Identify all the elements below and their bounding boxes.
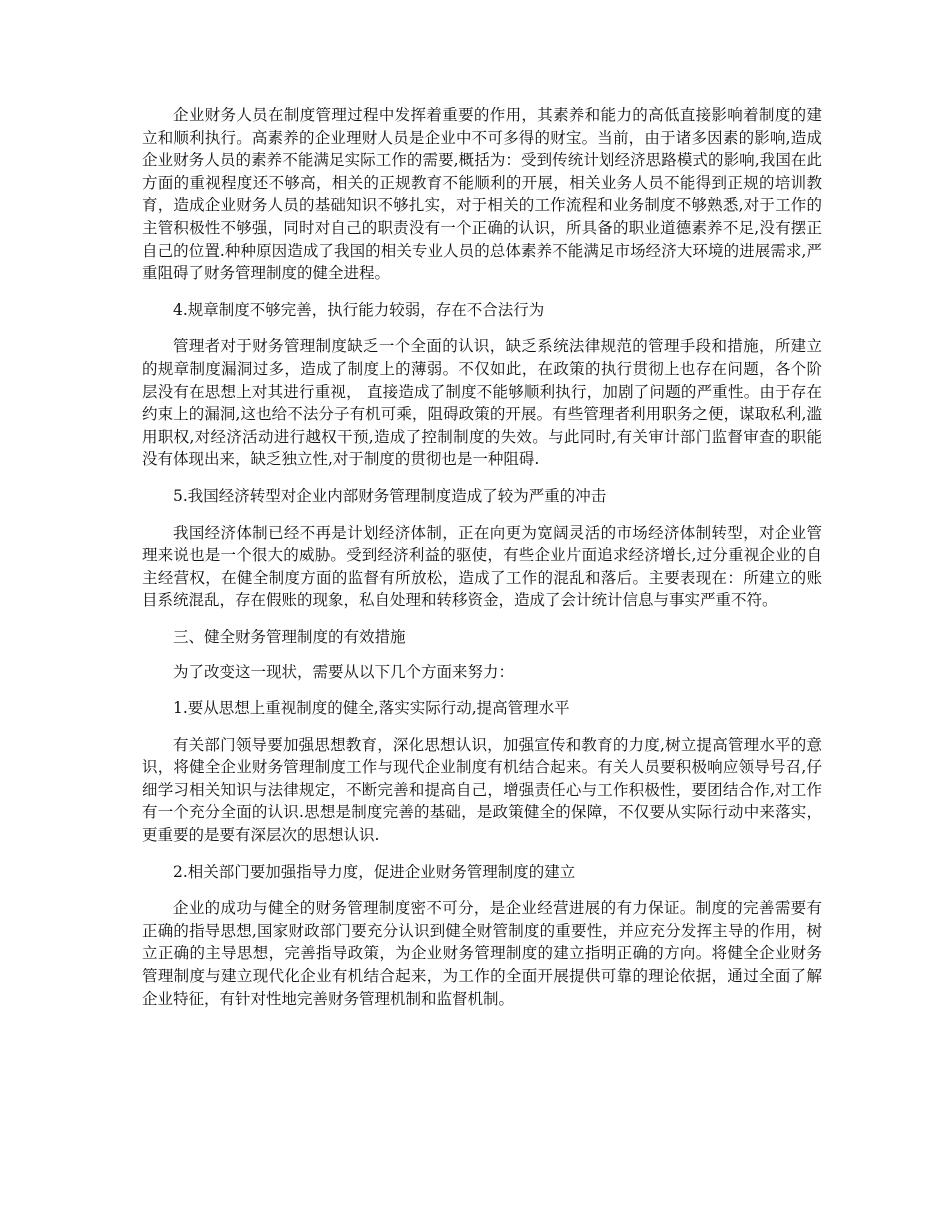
paragraph-ideology: 有关部门领导要加强思想教育，深化思想认识，加强宣传和教育的力度,树立提高管理水平的意识，将健全企业财务管理制度工作与现代企业制度有机结合起来。有关人员要积极响应领导号召,仔细学习相关知识与法律规定，不断完善和提高自己，增强责任心与工作积极性，要团结合作,对工作有一个充分全面的认识.思想是制度完善的基础，是政策健全的保障，不仅要从实际行动中来落实，更重要的是要有深层次的思想认识. <box>142 735 822 845</box>
intro-sentence: 为了改变这一现状，需要从以下几个方面来努力： <box>173 663 515 682</box>
heading-item-5: 5.我国经济转型对企业内部财务管理制度造成了较为严重的冲击 <box>173 486 607 505</box>
section-heading-3: 三、健全财务管理制度的有效措施 <box>173 627 406 646</box>
paragraph-economic-transition: 我国经济体制已经不再是计划经济体制，正在向更为宽阔灵活的市场经济体制转型，对企业管理来说也是一个很大的威胁。受到经济利益的驱使，有些企业片面追求经济增长,过分重视企业的自主经营权，在健全制度方面的监督有所放松，造成了工作的混乱和落后。主要表现在：所建立的账目系统混乱，存在假账的现象，私自处理和转移资金，造成了会计统计信息与事实严重不符。 <box>142 523 822 610</box>
document-page <box>142 104 822 1010</box>
heading-measure-2: 2.相关部门要加强指导力度，促进企业财务管理制度的建立 <box>173 862 576 881</box>
paragraph-guidance: 企业的成功与健全的财务管理制度密不可分，是企业经营进展的有力保证。制度的完善需要有正确的指导思想,国家财政部门要充分认识到健全财管制度的重要性，并应充分发挥主导的作用，树立正确的主导思想，完善指导政策，为企业财务管理制度的建立指明正确的方向。将健全企业财务管理制度与建立现代化企业有机结合起来，为工作的全面开展提供可靠的理论依据，通过全面了解企业特征，有针对性地完善财务管理机制和监督机制。 <box>142 899 822 1008</box>
paragraph-regulations: 管理者对于财务管理制度缺乏一个全面的认识，缺乏系统法律规范的管理手段和措施，所建立的规章制度漏洞过多，造成了制度上的薄弱。不仅如此，在政策的执行贯彻上也存在问题，各个阶层没有在思想上对其进行重视， 直接造成了制度不能够顺利执行，加剧了问题的严重性。由于存在约束上的漏洞,这也给不法分子有机可乘，阻碍政策的开展。有些管理者利用职务之便，谋取私利,滥用职权,对经济活动进行越权干预,造成了控制制度的失效。与此同时,有关审计部门监督审查的职能没有体现出来，缺乏独立性,对于制度的贯彻也是一种阻碍. <box>142 337 822 469</box>
heading-measure-1: 1.要从思想上重视制度的健全,落实实际行动,提高管理水平 <box>173 699 570 718</box>
paragraph-staff-quality: 企业财务人员在制度管理过程中发挥着重要的作用，其素养和能力的高低直接影响着制度的建立和顺利执行。高素养的企业理财人员是企业中不可多得的财宝。当前，由于诸多因素的影响,造成企业财务人员的素养不能满足实际工作的需要,概括为：受到传统计划经济思路模式的影响,我国在此方面的重视程度还不够高，相关的正规教育不能顺利的开展，相关业务人员不能得到正规的培训教育，造成企业财务人员的基础知识不够扎实，对于相关的工作流程和业务制度不够熟悉,对于工作的主管积极性不够强，同时对自己的职责没有一个正确的认识，所具备的职业道德素养不足,没有摆正自己的位置.种种原因造成了我国的相关专业人员的总体素养不能满足市场经济大环境的进展需求,严重阻碍了财务管理制度的健全进程。 <box>142 106 822 283</box>
heading-item-4: 4.规章制度不够完善，执行能力较弱，存在不合法行为 <box>173 300 545 319</box>
